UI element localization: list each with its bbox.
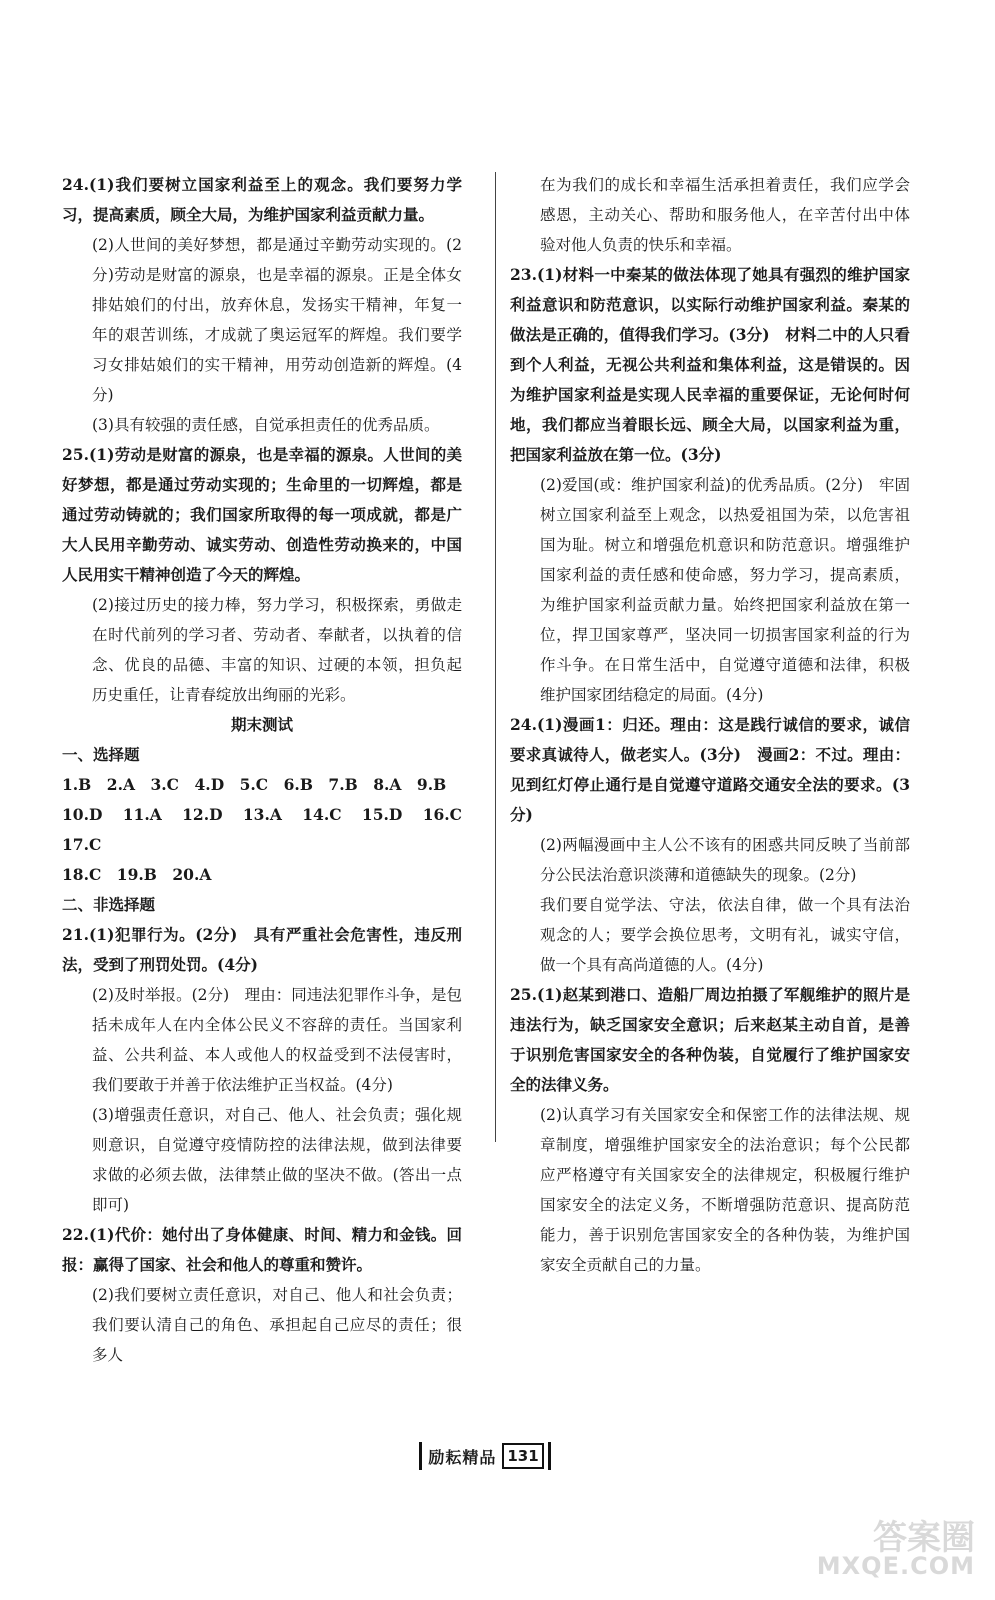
column-divider (495, 172, 496, 1142)
answer-paragraph: 21.(1)犯罪行为。(2分) 具有严重社会危害性，违反刑法，受到了刑罚处罚。(4分) (62, 925, 462, 974)
footer-brand: 励耘精品 (428, 1447, 497, 1467)
answer-paragraph: 22.(1)代价：她付出了身体健康、时间、精力和金钱。回报：赢得了国家、社会和他人的尊重和赞许。 (62, 1225, 462, 1274)
answer-paragraph: 我们要自觉学法、守法，依法自律，做一个具有法治观念的人；要学会换位思考，文明有礼，诚实守信，做一个具有高尚道德的人。(4分) (540, 896, 910, 974)
footer-bracket-right (548, 1442, 551, 1470)
answer-paragraph: 23.(1)材料一中秦某的做法体现了她具有强烈的维护国家利益意识和防范意识，以实际行动维护国家利益。秦某的做法是正确的，值得我们学习。(3分) 材料二中的人只看到个人利益，无视公共利益和集体利益，这是错误的。因为维护国家利益是实现人民幸福的重要保证，无论何时何地，我们都应当着眼长远、顾全大局，以国家利益为重，把国家利益放在第一位。(3分) (510, 265, 910, 464)
answer-paragraph: 24.(1)漫画1：归还。理由：这是践行诚信的要求，诚信要求真诚待人，做老实人。(3分) 漫画2：不过。理由：见到红灯停止通行是自觉遵守道路交通安全法的要求。(3分) (510, 715, 910, 824)
answer-paragraph: 18.C 19.B 20.A (62, 865, 212, 884)
watermark-logo (815, 1510, 975, 1580)
right-column (510, 170, 910, 1280)
answer-paragraph: (2)接过历史的接力棒，努力学习，积极探索，勇做走在时代前列的学习者、劳动者、奉献者，以执着的信念、优良的品德、丰富的知识、过硬的本领，担负起历史重任，让青春绽放出绚丽的光彩。 (92, 596, 462, 704)
answer-paragraph: (2)及时举报。(2分) 理由：同违法犯罪作斗争，是包括未成年人在内全体公民义不容辞的责任。当国家利益、公共利益、本人或他人的权益受到不法侵害时，我们要敢于并善于依法维护正当权益。(4分) (92, 986, 462, 1094)
answer-paragraph: (2)认真学习有关国家安全和保密工作的法律法规、规章制度，增强维护国家安全的法治意识；每个公民都应严格遵守有关国家安全的法律规定，积极履行维护国家安全的法定义务，不断增强防范意识、提高防范能力，善于识别危害国家安全的各种伪装，为维护国家安全贡献自己的力量。 (540, 1106, 910, 1274)
answer-paragraph: 10.D 11.A 12.D 13.A 14.C 15.D 16.C 17.C (62, 805, 478, 854)
answer-paragraph: 一、选择题 (62, 745, 140, 764)
answer-paragraph: (2)我们要树立责任意识，对自己、他人和社会负责；我们要认清自己的角色、承担起自己应尽的责任；很多人 (92, 1286, 462, 1364)
page-footer (400, 1440, 570, 1472)
watermark-url: MXQE.COM (816, 1552, 975, 1580)
watermark-title: 答案圈 (873, 1518, 975, 1558)
answer-paragraph: (3)增强责任意识，对自己、他人、社会负责；强化规则意识，自觉遵守疫情防控的法律法规，做到法律要求做的必须去做，法律禁止做的坚决不做。(答出一点即可) (92, 1106, 462, 1214)
page-number: 131 (502, 1443, 543, 1469)
answer-paragraph: (3)具有较强的责任感，自觉承担责任的优秀品质。 (92, 416, 440, 434)
footer-bracket-left (419, 1442, 422, 1470)
answer-paragraph: (2)人世间的美好梦想，都是通过辛勤劳动实现的。(2分)劳动是财富的源泉，也是幸福的源泉。正是全体女排姑娘们的付出，放弃休息，发扬实干精神，年复一年的艰苦训练，才成就了奥运冠军的辉煌。我们要学习女排姑娘们的实干精神，用劳动创造新的辉煌。(4分) (92, 236, 462, 404)
answer-paragraph: 在为我们的成长和幸福生活承担着责任，我们应学会感恩，主动关心、帮助和服务他人，在辛苦付出中体验对他人负责的快乐和幸福。 (540, 176, 910, 254)
answer-paragraph: (2)爱国(或：维护国家利益)的优秀品质。(2分) 牢固树立国家利益至上观念，以热爱祖国为荣，以危害祖国为耻。树立和增强危机意识和防范意识。增强维护国家利益的责任感和使命感，努力学习，提高素质，为维护国家利益贡献力量。始终把国家利益放在第一位，捍卫国家尊严，坚决同一切损害国家利益的行为作斗争。在日常生活中，自觉遵守道德和法律，积极维护国家团结稳定的局面。(4分) (540, 476, 910, 704)
answer-paragraph: (2)两幅漫画中主人公不该有的困惑共同反映了当前部分公民法治意识淡薄和道德缺失的现象。(2分) (540, 836, 910, 884)
answer-paragraph: 二、非选择题 (62, 895, 156, 914)
answer-paragraph: 1.B 2.A 3.C 4.D 5.C 6.B 7.B 8.A 9.B (62, 775, 447, 794)
answer-paragraph: 24.(1)我们要树立国家利益至上的观念。我们要努力学习，提高素质，顾全大局，为维护国家利益贡献力量。 (62, 175, 462, 224)
answer-paragraph: 25.(1)赵某到港口、造船厂周边拍摄了军舰维护的照片是违法行为，缺乏国家安全意识；后来赵某主动自首，是善于识别危害国家安全的各种伪装，自觉履行了维护国家安全的法律义务。 (510, 985, 910, 1094)
answer-paragraph: 25.(1)劳动是财富的源泉，也是幸福的源泉。人世间的美好梦想，都是通过劳动实现的；生命里的一切辉煌，都是通过劳动铸就的；我们国家所取得的每一项成就，都是广大人民用辛勤劳动、诚实劳动、创造性劳动换来的，中国人民用实干精神创造了今天的辉煌。 (62, 445, 462, 584)
answer-paragraph: 期末测试 (230, 715, 293, 734)
left-column (62, 170, 478, 1370)
